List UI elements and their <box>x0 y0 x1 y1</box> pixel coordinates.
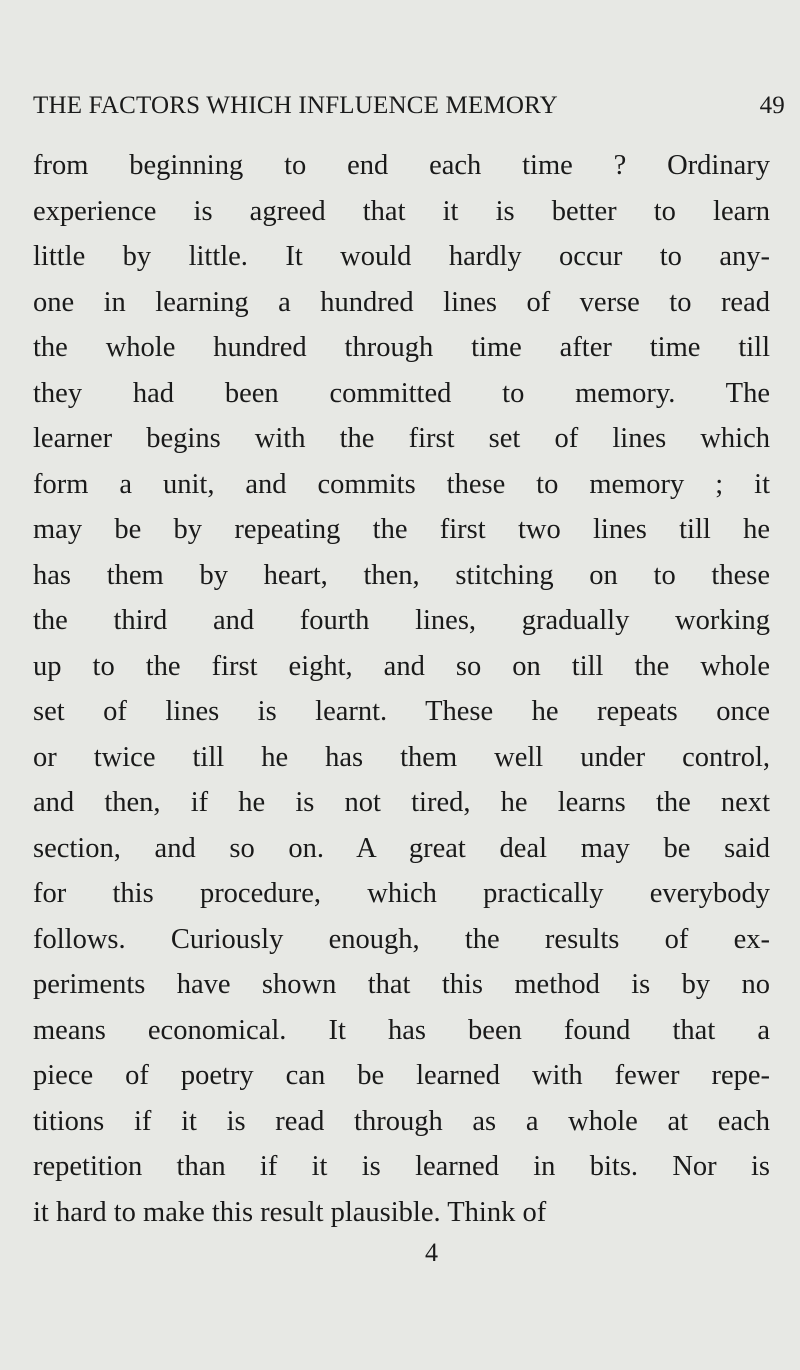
text-line: means economical. It has been found that a <box>33 1014 770 1046</box>
text-line: periments have shown that this method is by no <box>33 969 770 1000</box>
signature-mark: 4 <box>425 1238 438 1267</box>
body-text <box>33 143 770 1235</box>
text-line: one in learning a hundred lines of verse to read <box>33 286 770 318</box>
text-line: learner begins with the first set of lines which <box>33 423 770 454</box>
text-line: may be by repeating the first two lines till he <box>33 514 770 545</box>
text-line: section, and so on. A great deal may be said <box>33 832 770 864</box>
text-line: form a unit, and commits these to memory ; it <box>33 468 770 500</box>
running-head <box>33 92 785 124</box>
text-line: piece of poetry can be learned with fewer repe- <box>33 1060 770 1091</box>
text-line: titions if it is read through as a whole at each <box>33 1105 770 1137</box>
text-line: the whole hundred through time after time till <box>33 332 770 363</box>
running-head-title: THE FACTORS WHICH INFLUENCE MEMORY <box>33 92 558 119</box>
text-line: and then, if he is not tired, he learns the next <box>33 787 770 818</box>
text-line: it hard to make this result plausible. Think of <box>33 1196 547 1228</box>
text-line: or twice till he has them well under control, <box>33 741 770 773</box>
text-line: follows. Curiously enough, the results of ex- <box>33 923 770 955</box>
text-line: up to the first eight, and so on till the whole <box>33 650 770 682</box>
text-line: from beginning to end each time ? Ordinary <box>33 150 770 181</box>
text-line: for this procedure, which practically everybody <box>33 878 770 909</box>
text-line: set of lines is learnt. These he repeats once <box>33 696 770 727</box>
text-line: repetition than if it is learned in bits. Nor is <box>33 1151 770 1182</box>
page-number: 49 <box>759 92 785 119</box>
text-line: little by little. It would hardly occur to any- <box>33 241 770 272</box>
text-line: experience is agreed that it is better to learn <box>33 195 770 227</box>
text-line: has them by heart, then, stitching on to these <box>33 559 770 591</box>
text-line: the third and fourth lines, gradually working <box>33 605 770 636</box>
text-line: they had been committed to memory. The <box>33 377 770 409</box>
